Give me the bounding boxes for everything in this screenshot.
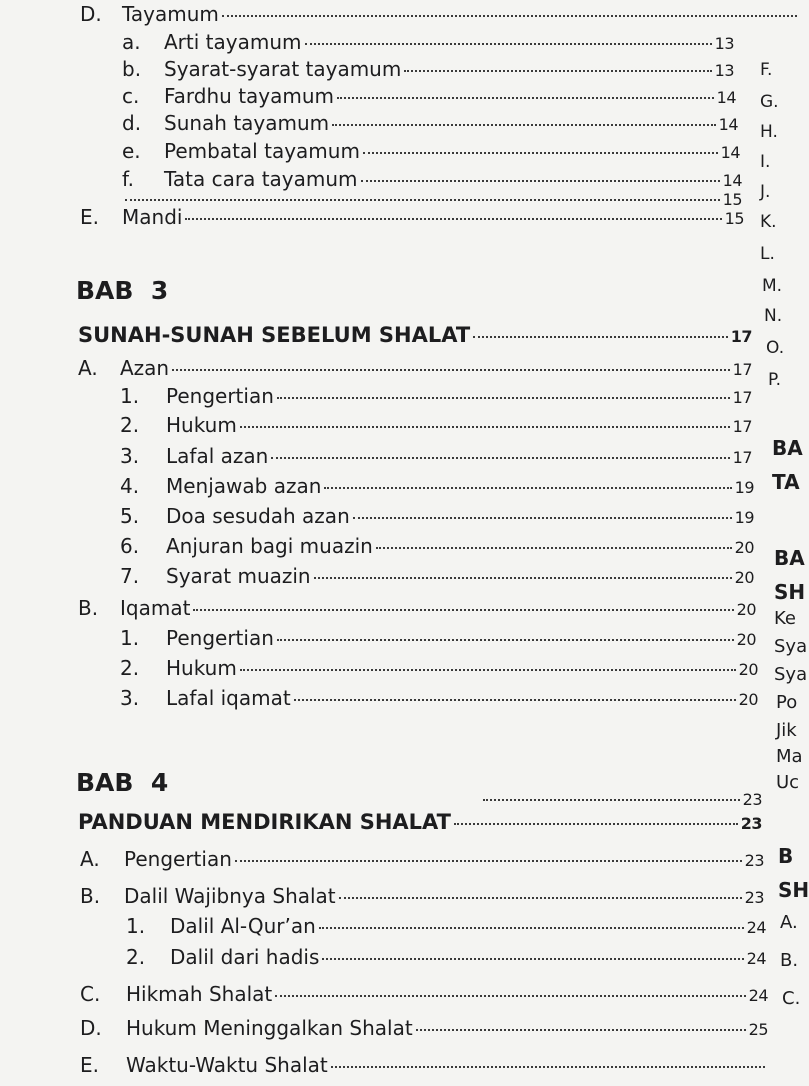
toc-entry-title: Hukum [166,656,237,680]
toc-entry [80,2,800,26]
toc-entry-title: Syarat muazin [166,564,311,588]
toc-entry-marker: A. [80,847,100,871]
adjacent-page-fragment: Ke [774,608,796,629]
toc-page-number: 14 [720,143,740,162]
toc-page-number: 24 [746,949,766,968]
toc-entry-title: Mandi [122,205,183,229]
toc-entry [120,686,758,710]
adjacent-page-fragment: TA [772,470,800,494]
dot-leader [454,822,738,825]
adjacent-page-fragment: M. [762,276,783,296]
dot-leader [332,123,715,126]
toc-entry-title: Syarat-syarat tayamum [164,57,402,81]
toc-entry-title: PANDUAN MENDIRIKAN SHALAT [78,810,452,834]
dot-leader [193,608,733,611]
adjacent-page-fragment: P. [768,370,782,390]
toc-entry-marker: C. [80,982,101,1006]
dot-leader [361,179,720,182]
toc-entry [122,84,736,108]
toc-page-number: 20 [736,600,756,619]
adjacent-page-fragment: I. [760,152,771,172]
toc-entry-marker: D. [80,1016,102,1040]
dot-leader [473,335,728,338]
toc-page-number: 19 [734,508,754,527]
toc-page-number: 20 [734,568,754,587]
toc-entry-title: Dalil Wajibnya Shalat [124,884,336,908]
toc-page-number: 20 [736,630,756,649]
adjacent-page-fragment: Sya [774,636,808,657]
toc-entry [80,884,764,908]
toc-entry-marker: 1. [120,384,140,408]
toc-entry [78,810,762,834]
adjacent-page-fragment: C. [782,988,801,1009]
toc-entry [120,444,752,468]
toc-entry [78,356,752,380]
toc-page-number: 25 [748,1020,768,1039]
toc-entry-marker: E. [80,205,99,229]
toc-entry-marker: 1. [126,914,146,938]
toc-page-number: 17 [730,327,752,346]
adjacent-page-fragment: Po [776,692,798,713]
toc-entry [122,57,734,81]
toc-page-number: 20 [738,690,758,709]
adjacent-page-fragment: B [778,844,794,868]
dot-leader [277,396,730,399]
toc-entry-marker: 2. [120,413,140,437]
toc-entry-marker: b. [122,57,142,81]
toc-entry-title: Tayamum [122,2,219,26]
toc-entry-title: Azan [120,356,170,380]
toc-entry-title: Dalil dari hadis [170,945,320,969]
toc-page-number: 19 [734,478,754,497]
toc-entry-title: Lafal azan [166,444,269,468]
dot-leader [275,994,745,997]
dot-leader [235,859,742,862]
toc-entry [120,626,756,650]
adjacent-page-fragment: Jik [776,720,797,741]
toc-entry [122,30,734,54]
adjacent-page-fragment: K. [760,212,777,232]
toc-page-number: 23 [742,790,762,809]
toc-entry [80,982,768,1006]
toc-entry-marker: D. [80,2,102,26]
toc-entry-title: Sunah tayamum [164,111,330,135]
toc-entry-title: Waktu-Waktu Shalat [126,1053,328,1077]
adjacent-page-fragment: BA [774,546,805,570]
toc-entry-marker: 3. [120,686,140,710]
toc-entry-marker: 2. [120,656,140,680]
toc-entry-marker: c. [122,84,140,108]
chapter-heading: BAB 3 [76,276,169,305]
toc-entry [120,474,754,498]
adjacent-page-fragment: SH [778,878,809,902]
toc-entry [80,205,744,229]
toc-entry-title: Pengertian [166,384,274,408]
toc-entry [480,790,762,809]
toc-entry [120,656,758,680]
toc-entry-title: SUNAH-SUNAH SEBELUM SHALAT [78,323,471,347]
dot-leader [404,69,711,72]
toc-entry-title: Hikmah Shalat [126,982,273,1006]
toc-entry-title: Pengertian [166,626,274,650]
toc-entry-title: Anjuran bagi muazin [166,534,373,558]
toc-entry [80,847,764,871]
toc-page-number: 15 [722,190,742,209]
toc-entry [80,1016,768,1040]
toc-entry-marker: f. [122,167,134,191]
toc-page-number: 24 [748,986,768,1005]
toc-page-number: 17 [732,417,752,436]
toc-entry [120,564,754,588]
dot-leader [339,896,742,899]
toc-page-number: 23 [744,888,764,907]
toc-entry-title: Arti tayamum [164,30,302,54]
toc-entry-marker: 1. [120,626,140,650]
toc-page-number: 14 [718,115,738,134]
dot-leader [322,957,743,960]
dot-leader [353,516,732,519]
toc-entry-marker: 5. [120,504,140,528]
toc-page-number: 14 [722,171,742,190]
toc-entry-marker: 3. [120,444,140,468]
adjacent-page-fragment: Uc [776,772,800,793]
toc-entry-title: Lafal iqamat [166,686,291,710]
adjacent-page-fragment: B. [780,950,799,971]
dot-leader [363,151,718,154]
dot-leader [222,14,797,17]
dot-leader [331,1065,765,1068]
toc-page-number: 13 [714,34,734,53]
dot-leader [376,546,732,549]
dot-leader [271,456,729,459]
dot-leader [125,198,720,201]
toc-entry-marker: A. [78,356,98,380]
adjacent-page-fragment: H. [760,122,778,142]
toc-entry-title: Hukum Meninggalkan Shalat [126,1016,413,1040]
toc-entry-title: Fardhu tayamum [164,84,335,108]
toc-entry-marker: d. [122,111,142,135]
adjacent-page-fragment: G. [760,92,779,112]
toc-entry-marker: E. [80,1053,99,1077]
toc-page-number: 17 [732,360,752,379]
toc-page-number: 23 [740,814,762,833]
toc-page-number: 20 [734,538,754,557]
dot-leader [483,798,740,801]
toc-entry-marker: 6. [120,534,140,558]
toc-entry [126,914,766,938]
toc-page-number: 24 [746,918,766,937]
toc-entry [126,945,766,969]
toc-page-number: 17 [732,448,752,467]
toc-entry [80,1053,768,1077]
adjacent-page-fragment: Sya [774,664,808,685]
dot-leader [319,926,744,929]
dot-leader [314,576,732,579]
toc-entry-title: Dalil Al-Qur’an [170,914,316,938]
toc-entry [122,139,740,163]
toc-entry-marker: B. [80,884,101,908]
toc-page-number: 17 [732,388,752,407]
adjacent-page-fragment: SH [774,580,806,604]
toc-entry-marker: e. [122,139,141,163]
toc-page-number: 23 [744,851,764,870]
toc-entry [120,534,754,558]
dot-leader [294,698,736,701]
toc-entry [122,111,738,135]
toc-entry-title: Iqamat [120,596,191,620]
toc-entry [78,323,752,347]
toc-entry-title: Pengertian [124,847,232,871]
adjacent-page-fragment: Ma [776,746,803,767]
toc-entry-title: Hukum [166,413,237,437]
adjacent-page-fragment: BA [772,436,803,460]
dot-leader [240,668,736,671]
dot-leader [337,96,714,99]
toc-entry-marker: 7. [120,564,140,588]
dot-leader [240,425,730,428]
toc-entry-marker: 2. [126,945,146,969]
toc-page-number: 14 [716,88,736,107]
toc-entry-title: Pembatal tayamum [164,139,360,163]
toc-entry-marker: 4. [120,474,140,498]
toc-entry-title: Tata cara tayamum [164,167,358,191]
toc-entry [122,167,742,191]
adjacent-page-fragment: O. [766,338,785,358]
toc-entry-marker: B. [78,596,99,620]
adjacent-page-fragment: L. [760,244,775,264]
toc-page-number: 15 [724,209,744,228]
adjacent-page-fragment: A. [780,912,798,933]
dot-leader [277,638,734,641]
toc-entry-marker: a. [122,30,141,54]
dot-leader [305,42,712,45]
toc-entry [120,384,752,408]
dot-leader [172,368,730,371]
toc-entry [120,504,754,528]
adjacent-page-fragment: N. [764,306,783,326]
toc-page-number: 20 [738,660,758,679]
toc-entry [120,413,752,437]
toc-page-number: 13 [714,61,734,80]
adjacent-page-fragment: J. [760,182,771,202]
chapter-heading: BAB 4 [76,768,169,797]
adjacent-page-fragment: F. [760,60,773,80]
dot-leader [416,1028,746,1031]
toc-entry-title: Doa sesudah azan [166,504,350,528]
dot-leader [324,486,731,489]
toc-entry-title: Menjawab azan [166,474,322,498]
toc-entry [78,596,756,620]
dot-leader [185,217,721,220]
